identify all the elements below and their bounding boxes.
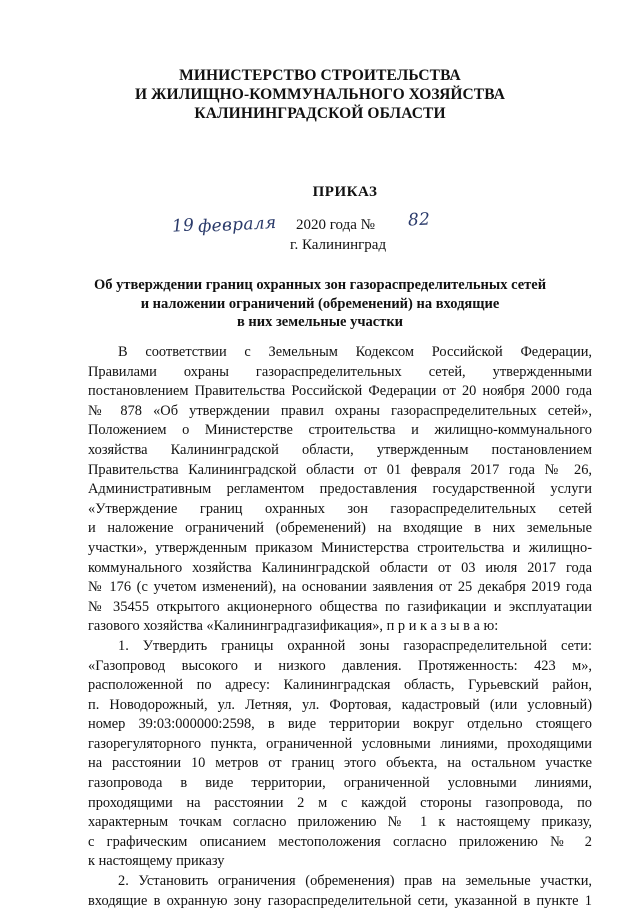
body-line: участки», утвержденным приказом Министерства строительства и жилищно- — [88, 539, 592, 556]
date-year-text: 2020 года № — [296, 217, 375, 233]
handwritten-day: 19 — [171, 215, 195, 237]
body-line: и наложение ограничений (обременений) на входящие в них земельные — [88, 520, 592, 537]
body-line: Правительства Калининградской области от 01 февраля 2017 года № 26, — [88, 461, 592, 478]
body-line: Правилами охраны газораспределительных сетей, утвержденными — [88, 363, 592, 380]
ministry-line-2: И ЖИЛИЩНО-КОММУНАЛЬНОГО ХОЗЯЙСТВА — [134, 86, 506, 103]
body-line: коммунального хозяйства Калининградской области от 03 июля 2017 года — [88, 559, 592, 576]
ministry-line-3: КАЛИНИНГРАДСКОЙ ОБЛАСТИ — [194, 105, 446, 122]
subject-line-1: Об утверждении границ охранных зон газораспределительных сетей — [93, 277, 547, 293]
body-line: с графическим описанием местоположения согласно приложению № 2 — [88, 833, 592, 850]
body-line: характерным точкам согласно приложению № 1 к настоящему приказу, — [88, 814, 592, 831]
body-line: входящие в охранную зону газораспределительной сети, указанной в пункте 1 — [88, 892, 592, 909]
body-line: номер 39:03:000000:2598, в виде территории вокруг отдельно стоящего — [88, 716, 592, 733]
body-line: Административным регламентом предоставления государственной услуги — [88, 481, 592, 498]
order-subject — [0, 276, 640, 332]
order-body-text — [88, 343, 592, 911]
body-line: п. Новодорожный, ул. Летняя, ул. Фортовая, кадастровый (или условный) — [88, 696, 592, 713]
body-line: на расстоянии 10 метров от границ этого объекта, на остальном участке — [88, 755, 592, 772]
body-line: хозяйства Калининградской области, утвержденным постановлением — [88, 441, 592, 458]
body-line: В соответствии с Земельным Кодексом Российской Федерации, — [118, 344, 592, 360]
body-line: 1. Утвердить границы охранной зоны газораспределительной сети: — [118, 637, 592, 654]
body-line: Положением о Министерстве строительства и жилищно-коммунального — [88, 422, 592, 439]
body-line: постановлением Правительства Российской Федерации от 20 ноября 2000 года — [88, 383, 592, 400]
body-line: газопровода в виде территории, ограниченной условными линиями, — [88, 775, 592, 792]
body-line: 2. Установить ограничения (обременения) прав на земельные участки, — [118, 873, 592, 890]
body-line: газорегуляторного пункта, ограниченной условными линиями, проходящими — [88, 735, 592, 752]
body-line: проходящими на расстоянии 2 м с каждой стороны газопровода, по — [88, 794, 592, 811]
body-line: «Утверждение границ охранных зон газораспределительных сетей — [88, 500, 592, 517]
body-line: расположенной по адресу: Калининградская область, Гурьевский район, — [88, 677, 592, 694]
ministry-header — [0, 66, 640, 123]
city-line: г. Калининград — [290, 237, 387, 253]
subject-line-2: и наложении ограничений (обременений) на входящие — [140, 295, 500, 312]
body-line: к настоящему приказу — [88, 853, 225, 870]
handwritten-order-number: 82 — [407, 209, 431, 231]
body-line: газового хозяйства «Калининградгазификация», п р и к а з ы в а ю: — [88, 618, 499, 635]
subject-line-3: в них земельные участки — [236, 314, 404, 330]
handwritten-month: февраля — [197, 212, 277, 238]
body-line: № 878 «Об утверждении правил охраны газораспределительных сетей», — [88, 402, 592, 419]
body-line: № 176 (с учетом изменений), на основании заявления от 25 декабря 2019 года — [88, 579, 592, 596]
body-line: № 35455 открытого акционерного общества по газификации и эксплуатации — [88, 598, 592, 615]
document-type: ПРИКАЗ — [312, 184, 378, 200]
ministry-line-1: МИНИСТЕРСТВО СТРОИТЕЛЬСТВА — [179, 67, 461, 84]
body-line: «Газопровод высокого и низкого давления. Протяженность: 423 м», — [88, 657, 592, 674]
